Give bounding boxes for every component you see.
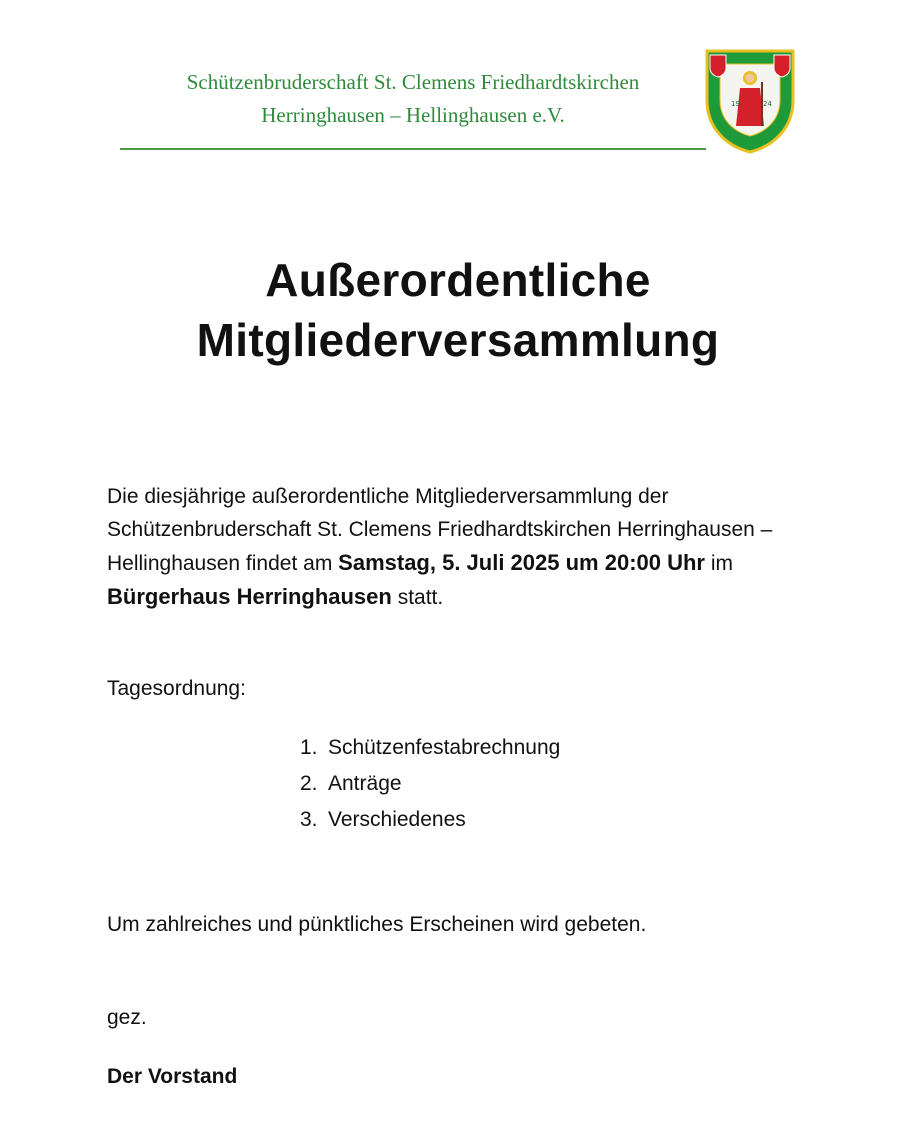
- header-divider: [120, 148, 706, 150]
- title-line2: Mitgliederversammlung: [196, 314, 720, 366]
- agenda-item-text: Verschiedenes: [328, 808, 466, 831]
- title-line1: Außerordentliche: [265, 254, 651, 306]
- agenda-item-text: Anträge: [328, 772, 402, 795]
- club-crest-logo: [704, 48, 796, 154]
- signed-abbreviation: gez.: [107, 1006, 147, 1029]
- crest-year-left: 19: [731, 100, 740, 108]
- agenda-list: [300, 730, 560, 838]
- agenda-item: [300, 766, 560, 802]
- announcement-paragraph: [107, 480, 807, 614]
- announcement-ending: statt.: [397, 586, 444, 609]
- agenda-item: [300, 802, 560, 838]
- closing-sentence: Um zahlreiches und pünktliches Erscheinen wird gebeten.: [107, 913, 647, 936]
- page-title: [0, 250, 916, 370]
- announcement-date-time: Samstag, 5. Juli 2025 um 20:00 Uhr: [338, 550, 705, 575]
- club-name-header: [120, 66, 706, 132]
- agenda-item-number: 1.: [300, 736, 318, 759]
- agenda-item-text: Schützenfestabrechnung: [328, 736, 561, 759]
- club-name-line1: Schützenbruderschaft St. Clemens Friedhardtskirchen: [186, 70, 640, 94]
- agenda-item-number: 2.: [300, 772, 318, 795]
- agenda-label: Tagesordnung:: [107, 677, 246, 700]
- announcement-intro: Die diesjährige außerordentliche Mitgliederversammlung der Schützenbruderschaft St. Clemens Friedhardtskirchen Herringhausen – Hellinghausen findet am: [107, 485, 773, 575]
- club-name-line2: Herringhausen – Hellinghausen e.V.: [261, 103, 565, 127]
- crest-year-right: 24: [763, 100, 772, 108]
- announcement-connector: im: [710, 552, 734, 575]
- agenda-item-number: 3.: [300, 808, 318, 831]
- agenda-item: [300, 730, 560, 766]
- signature-board: Der Vorstand: [107, 1065, 238, 1088]
- announcement-location: Bürgerhaus Herringhausen: [107, 584, 392, 609]
